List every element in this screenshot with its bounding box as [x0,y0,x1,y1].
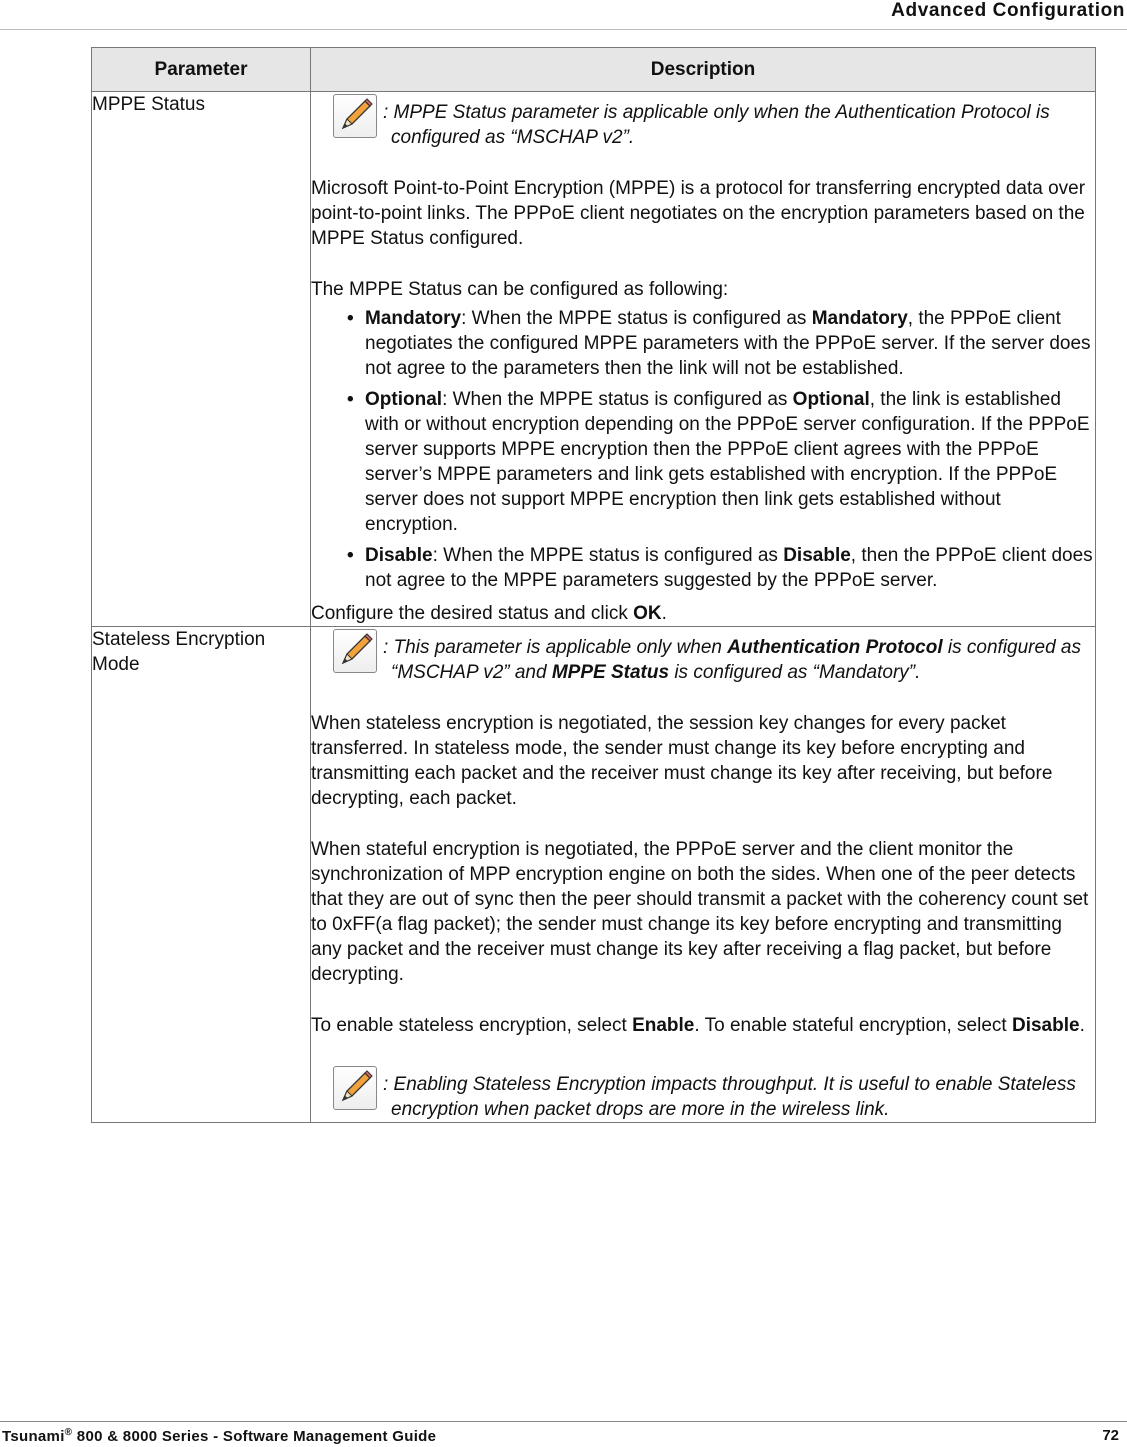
table-header-row [92,48,1096,92]
term: Disable [1011,1015,1080,1036]
pencil-note-icon [333,629,377,673]
note [333,92,1095,150]
term: Disable [783,545,851,566]
parameter-cell: MPPE Status [92,92,311,627]
column-header-parameter: Parameter [92,48,311,92]
text: , then the PPPoE client does not agree to the MPPE parameters suggested by the PPPoE server. [365,545,1093,591]
footer-title-text: 800 & 8000 Series - Software Management Guide [72,1428,437,1445]
term: Mandatory [365,308,462,329]
note [333,1064,1095,1122]
parameter-cell: Stateless Encryption Mode [92,627,311,1123]
text: is configured as “MSCHAP v2” and [391,637,1081,683]
page-number: 72 [1102,1427,1119,1444]
description-cell [311,92,1096,627]
footer-guide-title [2,1427,436,1445]
note-text: : Enabling Stateless Encryption impacts throughput. It is useful to enable Stateless encryption when packet drops are more in the wireless link. [383,1074,1076,1120]
text: . [1079,1015,1085,1036]
term: Optional [792,389,870,410]
list-item [311,387,1095,537]
paragraph: When stateful encryption is negotiated, the PPPoE server and the client monitor the synchronization of MPP encryption engine on both the sides. When one of the peer detects that they are out of sync then the peer should transmit a packet with the coherency count set to 0xFF(a flag packet); the sender must change its key before encrypting and transmitting any packet and the receiver must change its key after receiving a flag packet, but before decrypting. [311,839,1089,985]
term: Disable [365,545,433,566]
list-item [311,306,1095,381]
text: , the PPPoE client negotiates the configured MPPE parameters with the PPPoE server. If the server does not agree to the parameters then the link will not be established. [365,308,1091,379]
column-header-description: Description [311,48,1096,92]
text: . [661,603,667,624]
text: : This parameter is applicable only when [383,637,728,658]
term: Optional [365,389,443,410]
term: OK [633,603,662,624]
paragraph: Microsoft Point-to-Point Encryption (MPPE) is a protocol for transferring encrypted data over point-to-point links. The PPPoE client negotiates on the encryption parameters based on the MPPE Status configured. [311,178,1086,249]
note-text: : MPPE Status parameter is applicable only when the Authentication Protocol is configured as “MSCHAP v2”. [383,102,1050,148]
list-item [311,543,1095,593]
header-rule [0,29,1127,30]
text: To enable stateless encryption, select [311,1015,633,1036]
text: Configure the desired status and click [311,603,634,624]
description-cell [311,627,1096,1123]
registered-mark: ® [64,1427,73,1438]
pencil-note-icon [333,1066,377,1110]
text: , the link is established with or without encryption depending on the PPPoE server configuration. If the PPPoE server supports MPPE encryption then the PPPoE client agrees with the PPPoE server’s MPPE parameters and link gets established with encryption. If the PPPoE server does not support MPPE encryption then link gets established without encryption. [365,389,1090,535]
page-header-title: Advanced Configuration [891,0,1125,21]
bullet-list [311,306,1095,593]
text: : When the MPPE status is configured as [461,308,812,329]
table-row [92,92,1096,627]
parameter-table [91,47,1096,1123]
term: MPPE Status [551,662,670,683]
footer-brand: Tsunami [2,1428,65,1445]
term: Enable [632,1015,695,1036]
paragraph: The MPPE Status can be configured as following: [311,279,729,300]
paragraph [311,1013,1095,1038]
text: . To enable stateful encryption, select [694,1015,1012,1036]
text: : When the MPPE status is configured as [432,545,784,566]
table-row [92,627,1096,1123]
bullet-icon: • [347,389,354,410]
note-text [383,635,1095,685]
footer-rule [0,1421,1127,1422]
note [333,627,1095,685]
bullet-icon: • [347,545,354,566]
term: Mandatory [811,308,908,329]
text: is configured as “Mandatory”. [669,662,921,683]
bullet-icon: • [347,308,354,329]
term: Authentication Protocol [727,637,943,658]
pencil-note-icon [333,94,377,138]
paragraph: When stateless encryption is negotiated, the session key changes for every packet transferred. In stateless mode, the sender must change its key before encrypting and transmitting each packet and the receiver must change its key after receiving, but before decrypting, each packet. [311,713,1053,809]
text: : When the MPPE status is configured as [442,389,793,410]
paragraph [311,601,1095,626]
